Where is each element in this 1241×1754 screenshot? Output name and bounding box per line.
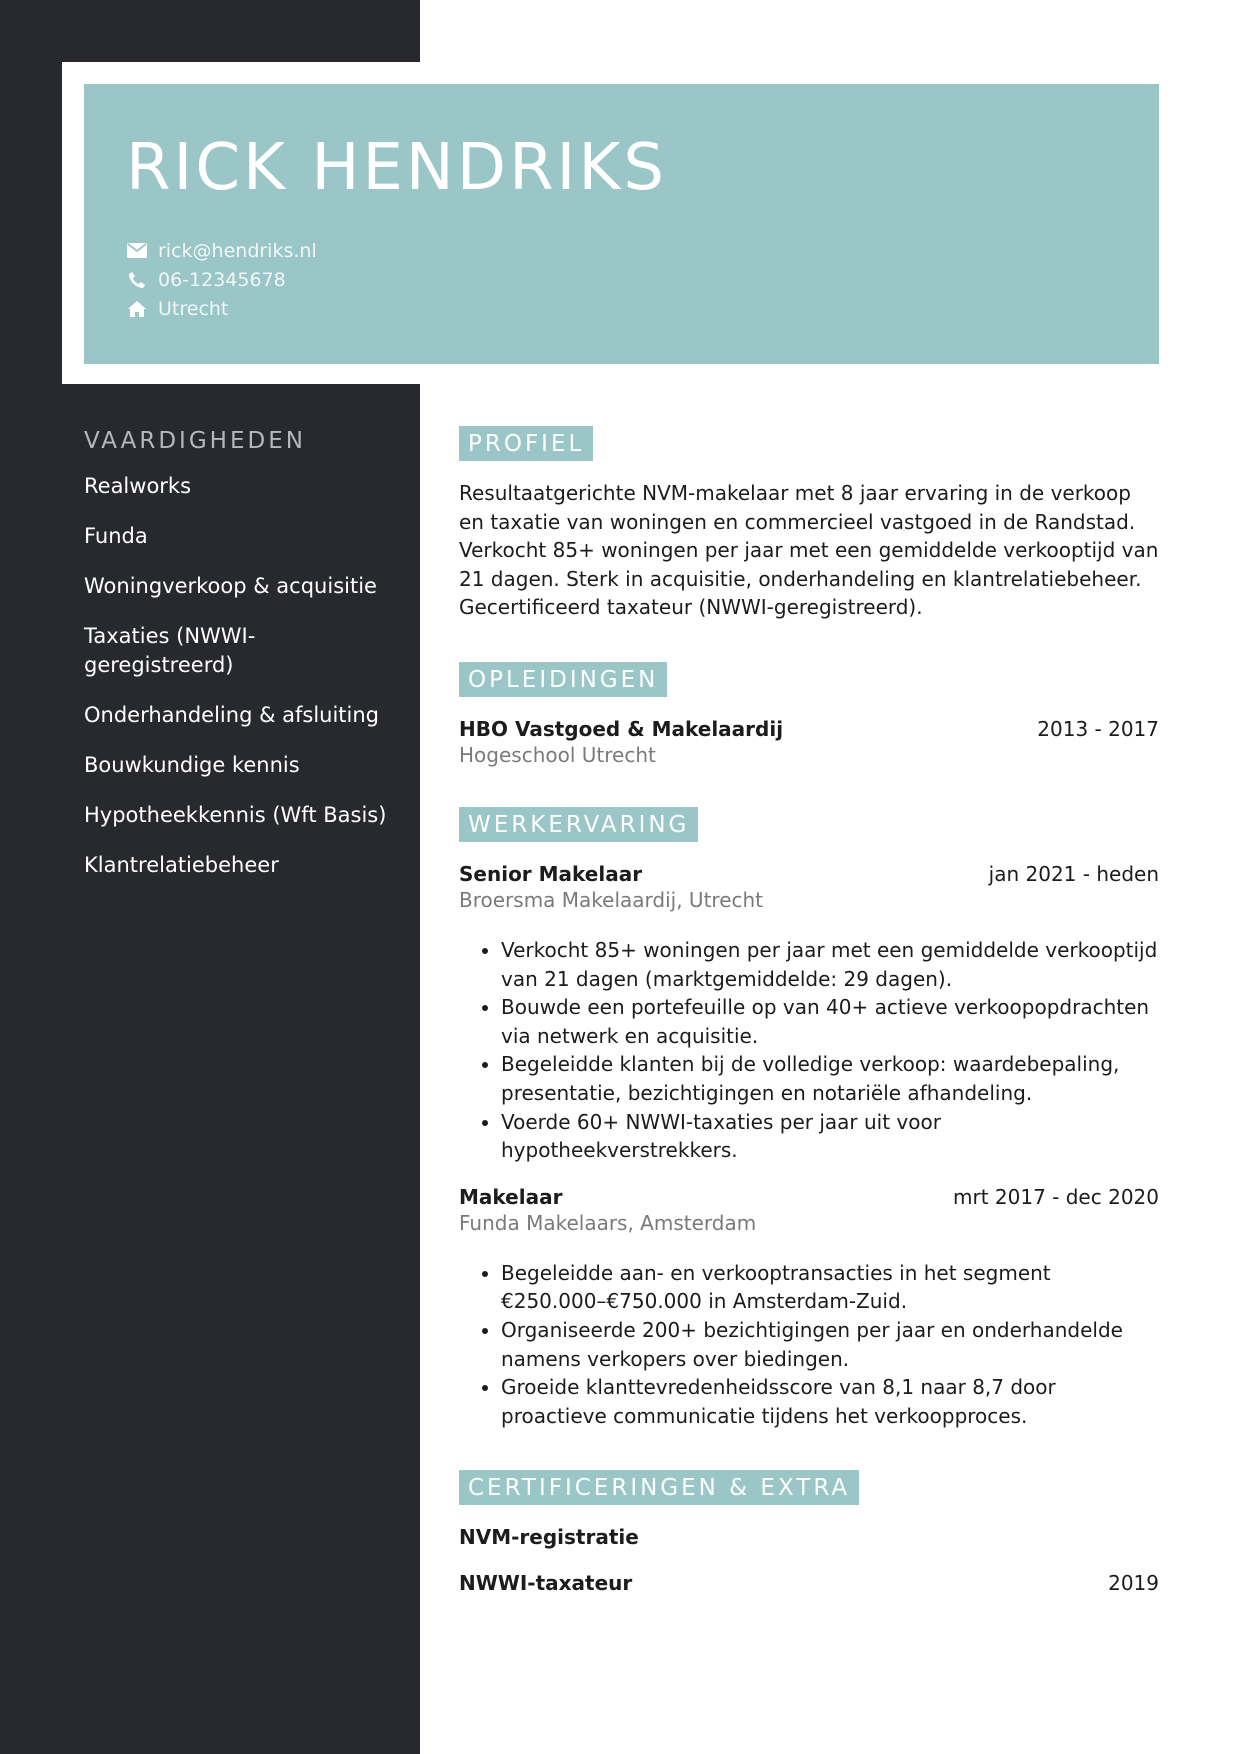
home-icon	[126, 300, 148, 318]
main-content	[459, 426, 1159, 1595]
profile-section	[459, 426, 1159, 622]
bullet-item: • Organiseerde 200+ bezichtigingen per jaar en onderhandelde namens verkopers over biedingen.	[501, 1316, 1159, 1373]
certifications-title: CERTIFICERINGEN & EXTRA	[459, 1470, 859, 1505]
skills-title: VAARDIGHEDEN	[84, 428, 306, 454]
email-text[interactable]: rick@hendriks.nl	[158, 239, 317, 262]
job-entry	[459, 1185, 1159, 1431]
phone-text[interactable]: 06-12345678	[158, 268, 286, 291]
certifications-section	[459, 1470, 1159, 1595]
bullet-item: • Begeleidde klanten bij de volledige verkoop: waardebepaling, presentatie, bezichtigingen en notariële afhandeling.	[501, 1050, 1159, 1107]
profile-title: PROFIEL	[459, 426, 593, 461]
bullet-item: • Begeleidde aan- en verkooptransacties in het segment €250.000–€750.000 in Amsterdam-Zuid.	[501, 1259, 1159, 1316]
education-title: OPLEIDINGEN	[459, 662, 667, 697]
skill-item: Klantrelatiebeheer	[84, 853, 279, 877]
degree: HBO Vastgoed & Makelaardij	[459, 716, 784, 741]
contact-info	[126, 236, 317, 323]
job-dates: jan 2021 - heden	[988, 861, 1159, 886]
experience-title: WERKERVARING	[459, 807, 698, 842]
cert-entry	[459, 1571, 1159, 1595]
school: Hogeschool Utrecht	[459, 742, 656, 767]
job-role: Makelaar	[459, 1184, 563, 1209]
location-text: Utrecht	[158, 297, 229, 320]
skill-item: Bouwkundige kennis	[84, 753, 300, 777]
header	[84, 84, 1159, 364]
job-entry	[459, 862, 1159, 1165]
phone-icon	[126, 271, 148, 289]
cert-year: 2019	[1108, 1571, 1159, 1596]
cert-entry	[459, 1525, 1159, 1549]
job-company: Broersma Makelaardij, Utrecht	[459, 887, 764, 912]
education-dates: 2013 - 2017	[1037, 716, 1159, 741]
cert-name: NWWI-taxateur	[459, 1571, 633, 1596]
contact-location	[126, 294, 317, 323]
job-bullets	[459, 1259, 1159, 1431]
skill-item: Funda	[84, 524, 148, 548]
experience-section	[459, 807, 1159, 1430]
skill-item: Hypotheekkennis (Wft Basis)	[84, 803, 387, 827]
bullet-item: • Groeide klanttevredenheidsscore van 8,1 naar 8,7 door proactieve communicatie tijdens het verkoopproces.	[501, 1373, 1159, 1430]
bullet-item: • Verkocht 85+ woningen per jaar met een gemiddelde verkooptijd van 21 dagen (marktgemiddelde: 29 dagen).	[501, 936, 1159, 993]
job-dates: mrt 2017 - dec 2020	[953, 1184, 1159, 1209]
job-role: Senior Makelaar	[459, 861, 643, 886]
contact-email	[126, 236, 317, 265]
contact-phone	[126, 265, 317, 294]
skill-item: Onderhandeling & afsluiting	[84, 703, 380, 727]
bullet-item: • Voerde 60+ NWWI-taxaties per jaar uit voor hypotheekverstrekkers.	[501, 1108, 1159, 1165]
bullet-item: • Bouwde een portefeuille op van 40+ actieve verkoopopdrachten via netwerk en acquisitie.	[501, 993, 1159, 1050]
job-bullets	[459, 936, 1159, 1165]
job-company: Funda Makelaars, Amsterdam	[459, 1210, 757, 1235]
education-entry	[459, 717, 1159, 767]
skill-item: Woningverkoop & acquisitie	[84, 574, 377, 598]
skill-item: Taxaties (NWWI-geregistreerd)	[84, 624, 256, 677]
cert-name: NVM-registratie	[459, 1525, 639, 1550]
candidate-name: RICK HENDRIKS	[126, 131, 667, 205]
envelope-icon	[126, 242, 148, 260]
profile-text: Resultaatgerichte NVM-makelaar met 8 jaar ervaring in de verkoop en taxatie van woningen en commercieel vastgoed in de Randstad. Verkocht 85+ woningen per jaar met een gemiddelde verkooptijd van 21 dagen. Sterk in acquisitie, onderhandeling en klantrelatiebeheer. Gecertificeerd taxateur (NWWI-geregistreerd).	[459, 481, 1159, 620]
skill-item: Realworks	[84, 474, 192, 498]
skills-section	[84, 428, 404, 901]
education-section	[459, 662, 1159, 767]
